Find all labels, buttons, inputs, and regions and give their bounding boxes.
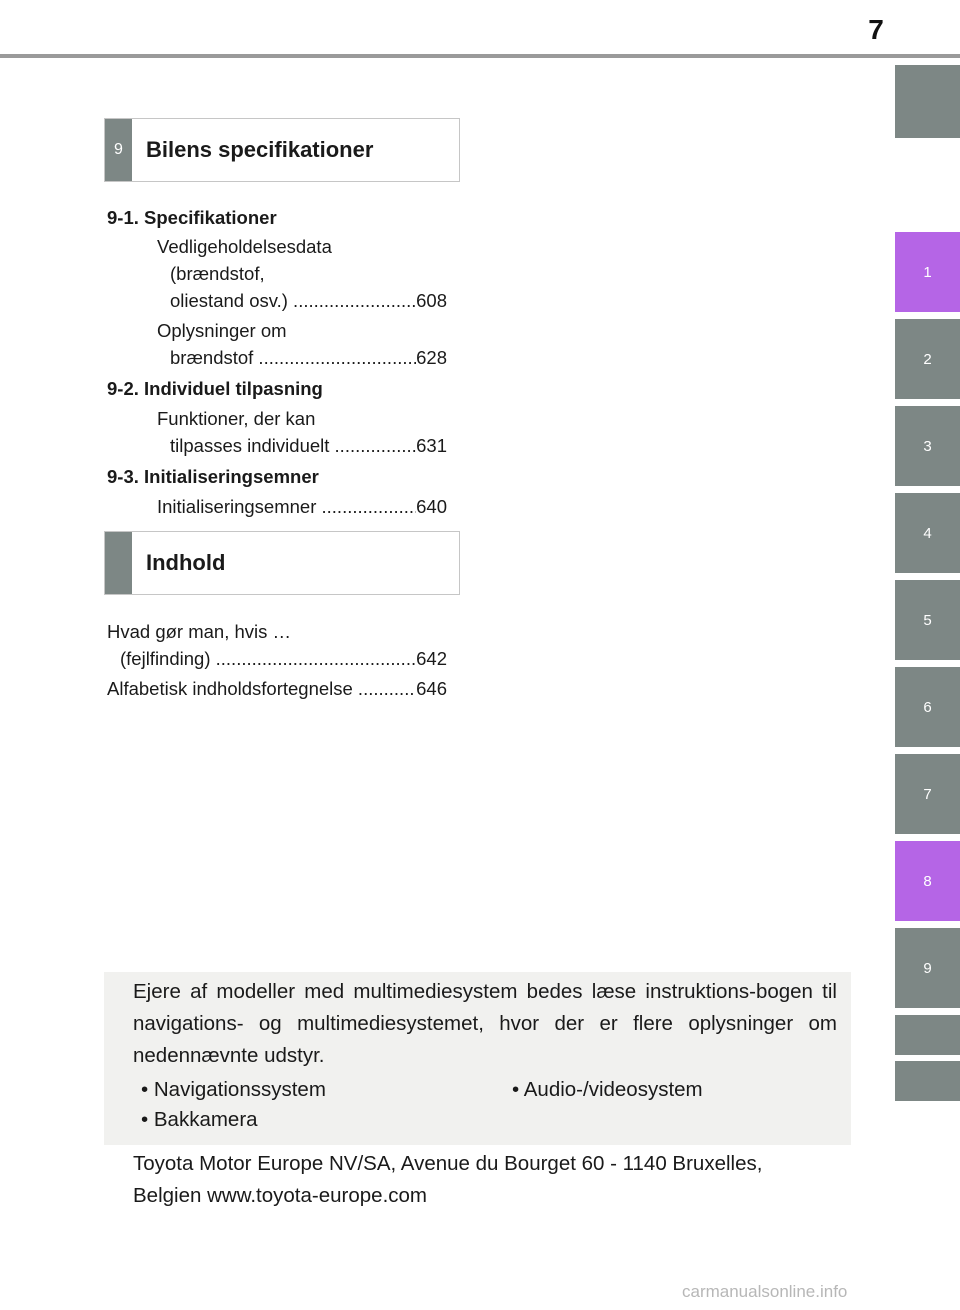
- chapter-tab-8[interactable]: 8: [895, 841, 960, 921]
- chapter-tab-blank-1[interactable]: [895, 1015, 960, 1055]
- toc-section-9: [107, 204, 447, 520]
- bullet-bakkamera: • Bakkamera: [141, 1108, 258, 1131]
- chapter-tab-1[interactable]: 1: [895, 232, 960, 312]
- notice-text: Ejere af modeller med multimediesystem bedes læse instruktions-bogen til navigations- og multimediesystemet, hvor der er flere oplysninger om nedennævnte udstyr.: [133, 980, 837, 1067]
- chapter-tab-3[interactable]: 3: [895, 406, 960, 486]
- toc-entry-funktioner[interactable]: Funktioner, der kan tilpasses individuelt ..... 631: [107, 405, 447, 459]
- toc-entry-fejlfinding[interactable]: Hvad gør man, hvis … (fejlfinding) ..... 642: [107, 618, 447, 672]
- section-number: 9: [105, 119, 132, 181]
- section-header-9: [104, 118, 460, 182]
- toc-indhold: [107, 618, 447, 702]
- toc-entry-alfabetisk[interactable]: Alfabetisk indholdsfortegnelse ..... 646: [107, 675, 447, 702]
- page-ref: 628: [416, 347, 447, 368]
- page-ref: 608: [416, 290, 447, 311]
- toc-entry-vedligeholdelsesdata[interactable]: Vedligeholdelsesdata (brændstof, oliestand osv.) ..... 608: [107, 233, 447, 314]
- chapter-tab-7[interactable]: 7: [895, 754, 960, 834]
- bullet-navigation: • Navigationssystem: [141, 1078, 326, 1101]
- toc-heading-9-1[interactable]: 9-1. Specifikationer: [107, 207, 277, 228]
- publisher-footer: Toyota Motor Europe NV/SA, Avenue du Bourget 60 - 1140 Bruxelles, Belgien www.toyota-europe.com: [133, 1152, 763, 1207]
- chapter-tab-2[interactable]: 2: [895, 319, 960, 399]
- section-header-indhold: [104, 531, 460, 595]
- toc-heading-9-2[interactable]: 9-2. Individuel tilpasning: [107, 378, 323, 399]
- chapter-tab-blank-2[interactable]: [895, 1061, 960, 1101]
- chapter-tab-4[interactable]: 4: [895, 493, 960, 573]
- chapter-tab-blank-top[interactable]: [895, 65, 960, 138]
- section-title: Indhold: [146, 550, 226, 575]
- toc-entry-oplysninger-om-braendstof[interactable]: Oplysninger om brændstof ..... 628: [107, 317, 447, 371]
- multimedia-notice: [104, 972, 851, 1145]
- top-divider: [0, 54, 960, 58]
- watermark: carmanualsonline.info: [682, 1282, 848, 1301]
- page-ref: 640: [416, 496, 447, 517]
- page-ref: 646: [416, 678, 447, 699]
- toc-heading-9-3[interactable]: 9-3. Initialiseringsemner: [107, 466, 319, 487]
- chapter-tab-6[interactable]: 6: [895, 667, 960, 747]
- toc-entry-initialiseringsemner[interactable]: Initialiseringsemner ..... 640: [107, 493, 447, 520]
- chapter-tab-5[interactable]: 5: [895, 580, 960, 660]
- page-ref: 631: [416, 435, 447, 456]
- page-ref: 642: [416, 648, 447, 669]
- section-sidebar: [105, 532, 132, 594]
- page-number: 7: [868, 14, 884, 45]
- chapter-tabs: [895, 0, 960, 1310]
- chapter-tab-9[interactable]: 9: [895, 928, 960, 1008]
- bullet-audio-video: • Audio-/videosystem: [512, 1078, 703, 1101]
- section-title: Bilens specifikationer: [146, 137, 374, 162]
